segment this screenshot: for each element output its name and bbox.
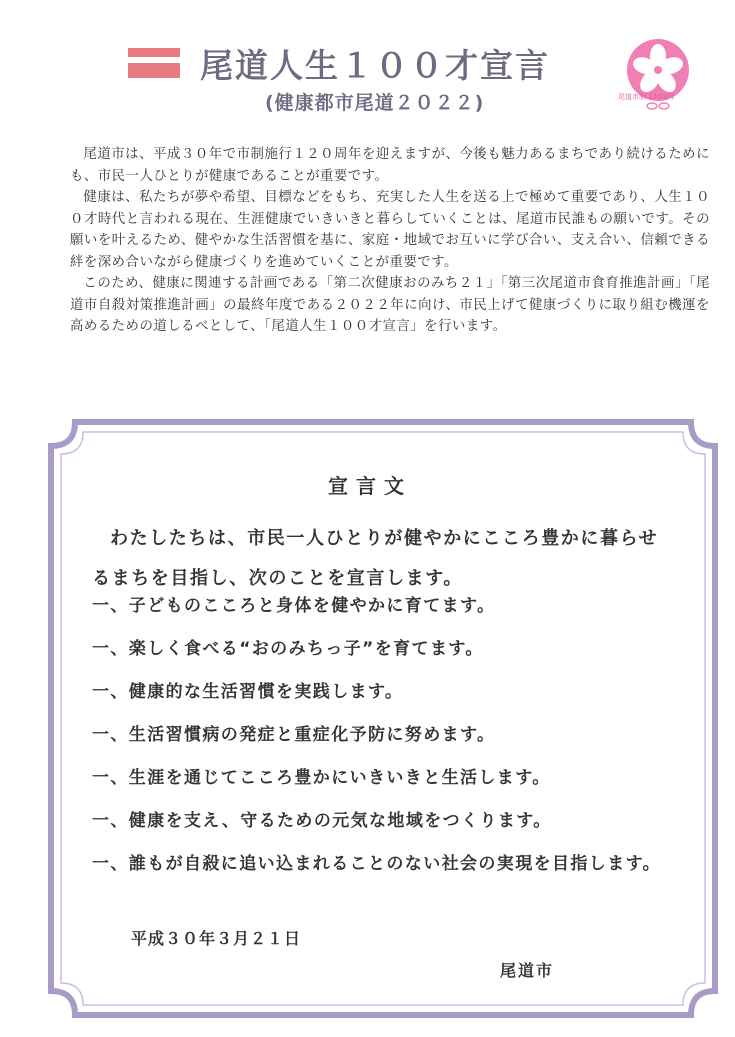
declaration-preamble — [92, 519, 677, 599]
page-title: 尾道人生１００才宣言 — [200, 46, 550, 85]
declaration-item: 一、誰もが自殺に追い込まれることのない社会の実現を目指します。 — [92, 854, 662, 874]
intro-paragraph-1: 尾道市は、平成３０年で市制施行１２０周年を迎えますが、今後も魅力あるまちであり続けるためにも、市民一人ひとりが健康であることが重要です。 — [70, 147, 710, 184]
declaration-list — [92, 596, 682, 897]
declaration-heading: 宣言文 — [328, 474, 412, 498]
intro-text — [70, 144, 710, 338]
page-subtitle: (健康都市尾道２０２２) — [265, 92, 485, 114]
declaration-item: 一、子どものこころと身体を健やかに育てます。 — [92, 596, 496, 616]
declaration-item: 一、楽しく食べる“おのみちっ子”を育てます。 — [92, 639, 484, 659]
intro-paragraph-2: 健康は、私たちが夢や希望、目標などをもち、充実した人生を送る上で極めて重要であり、人生１００才時代と言われる現在、生涯健康でいきいきと暮らしていくことは、尾道市民誰もの願いです。その願いを叶えるため、健やかな生活習慣を基に、家庭・地域でお互いに学び合い、支え合い、信頼できる絆を深め合いながら健康づくりを進めていくことが重要です。 — [70, 190, 710, 270]
declaration-date: 平成３０年３月２１日 — [131, 929, 302, 948]
preamble-text: わたしたちは、市民一人ひとりが健やかにこころ豊かに暮らせるまちを目指し、次のことを宣言します。 — [92, 528, 659, 589]
flag-decoration — [128, 48, 180, 78]
declaration-item: 一、健康的な生活習慣を実践します。 — [92, 682, 404, 702]
flag-stripe-top — [128, 48, 180, 57]
cherry-blossom-logo-icon — [613, 36, 703, 116]
flag-stripe-bottom — [128, 63, 180, 78]
intro-paragraph-3: このため、健康に関連する計画である「第二次健康おのみち２１」「第三次尾道市食育推進計画」「尾道市自殺対策推進計画」の最終年度である２０２２年に向け、市民上げて健康づくりに取り組む機運を高めるための道しるべとして、「尾道人生１００才宣言」を行います。 — [70, 276, 710, 334]
declaration-item: 一、健康を支え、守るための元気な地域をつくります。 — [92, 811, 552, 831]
logo-caption: 尾道市制 120周年 — [618, 93, 676, 101]
declaration-item: 一、生活習慣病の発症と重症化予防に努めます。 — [92, 725, 496, 745]
declaration-signer: 尾道市 — [500, 961, 555, 980]
declaration-item: 一、生涯を通じてこころ豊かにいきいきと生活します。 — [92, 768, 551, 788]
